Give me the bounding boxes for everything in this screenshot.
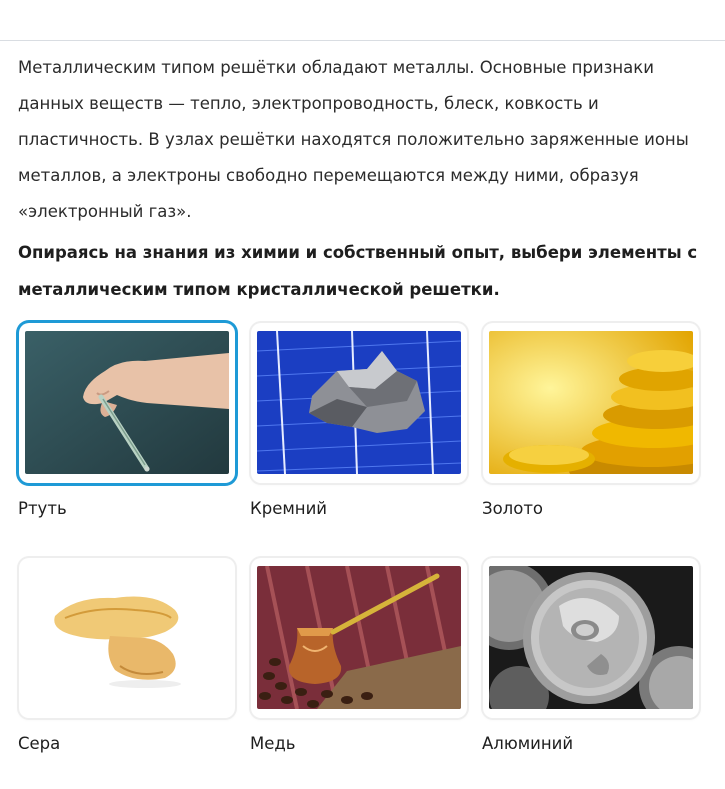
option-label-gold: Золото <box>482 499 544 518</box>
option-card-sulfur[interactable] <box>19 558 235 718</box>
option-card-mercury[interactable] <box>19 323 235 483</box>
description-line: данных веществ — тепло, электропроводность, блеск, ковкость и <box>18 94 599 113</box>
task-description <box>18 50 708 230</box>
description-line: Металлическим типом решётки обладают металлы. Основные признаки <box>18 58 654 77</box>
task-content <box>18 50 708 308</box>
description-line: «электронный газ». <box>18 202 192 221</box>
task-question <box>18 234 708 308</box>
description-line: пластичность. В узлах решётки находятся положительно заряженные ионы <box>18 130 689 149</box>
option-label-mercury: Ртуть <box>18 499 67 518</box>
option-card-copper[interactable] <box>251 558 467 718</box>
sulfur-image <box>25 566 229 709</box>
option-card-silicon[interactable] <box>251 323 467 483</box>
silicon-image <box>257 331 461 474</box>
aluminum-cans-image <box>489 566 693 709</box>
option-label-aluminum: Алюминий <box>482 734 574 753</box>
gold-coins-image <box>489 331 693 474</box>
option-card-gold[interactable] <box>483 323 699 483</box>
mercury-thermometer-image <box>25 331 229 474</box>
option-card-aluminum[interactable] <box>483 558 699 718</box>
option-label-silicon: Кремний <box>250 499 328 518</box>
question-line: Опираясь на знания из химии и собственный опыт, выбери элементы с <box>18 243 698 262</box>
question-line: металлическим типом кристаллической решетки. <box>18 280 500 299</box>
top-bar <box>0 0 725 41</box>
option-label-sulfur: Сера <box>18 734 61 753</box>
option-label-copper: Медь <box>250 734 296 753</box>
description-line: металлов, а электроны свободно перемещаются между ними, образуя <box>18 166 639 185</box>
copper-image <box>257 566 461 709</box>
